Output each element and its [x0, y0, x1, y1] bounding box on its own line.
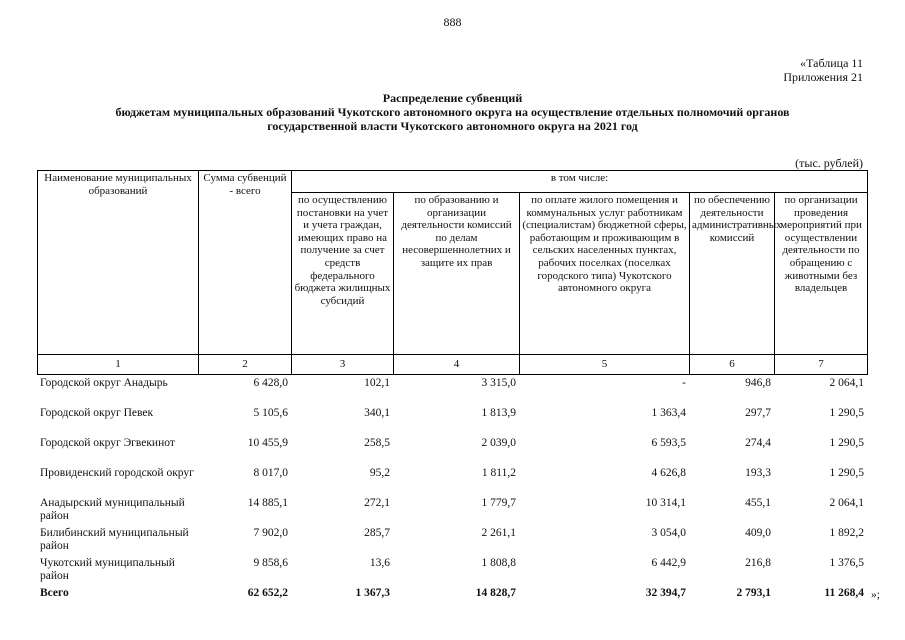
header-utilities-payment: по оплате жилого помещения и коммунальных услуг работникам (специалистам) бюджетной сферы, работающим и проживающим в сельских населенных пунктах, рабочих поселках (поселках городского типа) Чукотского автономного округа — [520, 193, 690, 355]
row-animals: 1 376,5 — [829, 557, 864, 569]
row-utilities: 1 363,4 — [651, 407, 686, 419]
document-title — [0, 91, 905, 133]
header-total: Сумма субвенций - всего — [199, 171, 292, 355]
row-utilities: 6 593,5 — [651, 437, 686, 449]
row-minors: 1 811,2 — [481, 467, 516, 479]
table-reference-line1: «Таблица 11 — [800, 56, 863, 70]
row-total: 7 902,0 — [253, 527, 288, 539]
row-animals: 1 290,5 — [829, 407, 864, 419]
row-admin: 409,0 — [745, 527, 771, 539]
row-total: 8 017,0 — [253, 467, 288, 479]
row-animals: 1 290,5 — [829, 467, 864, 479]
row-total: 10 455,9 — [247, 437, 288, 449]
column-number: 6 — [690, 355, 775, 375]
table-row — [37, 557, 867, 587]
table-row — [37, 407, 867, 437]
row-name: Городской округ Анадырь — [40, 377, 168, 389]
total-name: Всего — [40, 587, 69, 599]
row-utilities: - — [682, 377, 686, 389]
row-utilities: 6 442,9 — [651, 557, 686, 569]
header-housing-subsidies: по осуществлению постановки на учет и учета граждан, имеющих право на получение за счет средств федерального бюджета жилищных субсидий — [292, 193, 394, 355]
row-housing: 285,7 — [364, 527, 390, 539]
row-animals: 1 892,2 — [829, 527, 864, 539]
header-name: Наименование муниципальных образований — [38, 171, 199, 355]
row-housing: 340,1 — [364, 407, 390, 419]
row-housing: 102,1 — [364, 377, 390, 389]
title-line1: Распределение субвенций — [382, 91, 523, 105]
table-row — [37, 467, 867, 497]
total-admin: 2 793,1 — [736, 587, 771, 599]
row-name: Городской округ Эгвекинот — [40, 437, 175, 449]
closing-mark: »; — [871, 589, 880, 601]
row-minors: 2 039,0 — [481, 437, 516, 449]
row-housing: 272,1 — [364, 497, 390, 509]
table-row — [37, 497, 867, 527]
column-number: 3 — [292, 355, 394, 375]
table-reference — [783, 56, 863, 84]
table-reference-line2: Приложения 21 — [783, 70, 863, 84]
column-number: 4 — [394, 355, 520, 375]
row-housing: 95,2 — [369, 467, 390, 479]
row-utilities: 3 054,0 — [651, 527, 686, 539]
row-utilities: 4 626,8 — [651, 467, 686, 479]
row-animals: 2 064,1 — [829, 497, 864, 509]
row-utilities: 10 314,1 — [645, 497, 686, 509]
row-total: 14 885,1 — [247, 497, 288, 509]
row-total: 6 428,0 — [253, 377, 288, 389]
row-admin: 274,4 — [745, 437, 771, 449]
column-number: 2 — [199, 355, 292, 375]
table-row — [37, 377, 867, 407]
row-admin: 216,8 — [745, 557, 771, 569]
row-name: Городской округ Певек — [40, 407, 154, 419]
row-name: Провиденский городской округ — [40, 467, 194, 479]
data-table — [37, 377, 867, 603]
total-animals: 11 268,4 — [824, 587, 864, 599]
row-admin: 455,1 — [745, 497, 771, 509]
total-housing: 1 367,3 — [355, 587, 390, 599]
total-minors: 14 828,7 — [475, 587, 516, 599]
row-name: Чукотский муниципальный район — [40, 557, 175, 582]
table-header — [37, 170, 868, 375]
row-minors: 2 261,1 — [481, 527, 516, 539]
table-row — [37, 527, 867, 557]
page-number: 888 — [443, 15, 462, 29]
row-housing: 258,5 — [364, 437, 390, 449]
total-row — [37, 587, 867, 603]
units-label: (тыс. рублей) — [795, 156, 863, 170]
row-total: 5 105,6 — [253, 407, 288, 419]
row-animals: 2 064,1 — [829, 377, 864, 389]
header-group: в том числе: — [292, 171, 868, 193]
column-number: 5 — [520, 355, 690, 375]
column-number: 1 — [38, 355, 199, 375]
header-admin-commissions: по обеспечению деятельности административных комиссий — [690, 193, 775, 355]
table-row — [37, 437, 867, 467]
header-animals: по организации проведения мероприятий при осуществлении деятельности по обращению с животными без владельцев — [775, 193, 868, 355]
row-minors: 1 808,8 — [481, 557, 516, 569]
row-animals: 1 290,5 — [829, 437, 864, 449]
row-admin: 946,8 — [745, 377, 771, 389]
row-minors: 1 813,9 — [481, 407, 516, 419]
row-name: Анадырский муниципальный район — [40, 497, 185, 522]
column-number: 7 — [775, 355, 868, 375]
row-total: 9 858,6 — [253, 557, 288, 569]
title-line2: бюджетам муниципальных образований Чукотского автономного округа на осуществление отдельных полномочий органов — [115, 105, 790, 119]
total-sum: 62 652,2 — [247, 587, 288, 599]
title-line3: государственной власти Чукотского автономного округа на 2021 год — [267, 119, 638, 133]
row-admin: 193,3 — [745, 467, 771, 479]
row-admin: 297,7 — [745, 407, 771, 419]
row-minors: 3 315,0 — [481, 377, 516, 389]
header-minors-commissions: по образованию и организации деятельности комиссий по делам несовершеннолетних и защите их прав — [394, 193, 520, 355]
row-name: Билибинский муниципальный район — [40, 527, 189, 552]
total-utilities: 32 394,7 — [645, 587, 686, 599]
row-minors: 1 779,7 — [481, 497, 516, 509]
row-housing: 13,6 — [369, 557, 390, 569]
